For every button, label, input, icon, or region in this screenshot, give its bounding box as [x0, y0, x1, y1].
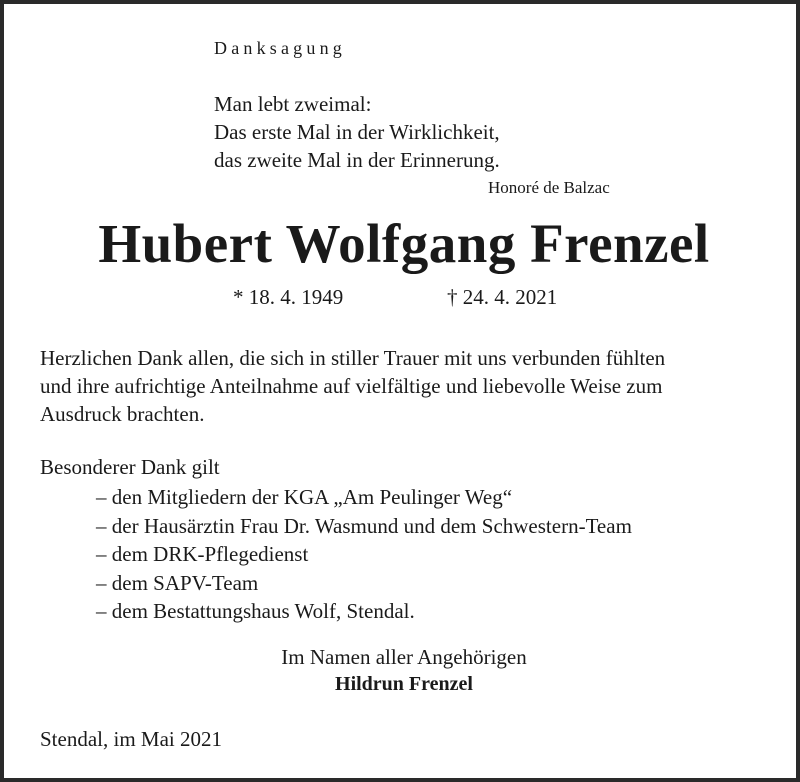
- deceased-name: Hubert Wolfgang Frenzel: [98, 213, 710, 274]
- quote-line: Das erste Mal in der Wirklichkeit,: [214, 120, 500, 144]
- quote-block: [214, 90, 500, 174]
- thanks-paragraph: [40, 344, 665, 428]
- notice-heading: Danksagung: [214, 38, 346, 58]
- birth-date: * 18. 4. 1949: [233, 285, 344, 309]
- special-thanks-list: [96, 483, 632, 626]
- list-item: – dem Bestattungshaus Wolf, Stendal.: [96, 599, 415, 623]
- death-date: † 24. 4. 2021: [447, 285, 558, 309]
- on-behalf-line: Im Namen aller Angehörigen: [281, 645, 527, 669]
- thanks-line: Herzlichen Dank allen, die sich in stiller Trauer mit uns verbunden fühlten: [40, 346, 666, 370]
- list-item: – der Hausärztin Frau Dr. Wasmund und dem Schwestern-Team: [96, 513, 632, 538]
- quote-author: Honoré de Balzac: [488, 178, 610, 197]
- thanks-line: Ausdruck brachten.: [40, 402, 205, 426]
- place-date: Stendal, im Mai 2021: [40, 727, 222, 751]
- quote-line: Man lebt zweimal:: [214, 92, 372, 116]
- list-item: – den Mitgliedern der KGA „Am Peulinger Weg“: [96, 485, 513, 509]
- special-thanks-heading: Besonderer Dank gilt: [40, 455, 220, 479]
- quote-line: das zweite Mal in der Erinnerung.: [214, 148, 500, 172]
- list-item: – dem SAPV-Team: [96, 570, 259, 595]
- list-item: – dem DRK-Pflegedienst: [96, 542, 309, 566]
- signer-name: Hildrun Frenzel: [335, 673, 473, 695]
- thanks-line: und ihre aufrichtige Anteilnahme auf vielfältige und liebevolle Weise zum: [40, 374, 663, 398]
